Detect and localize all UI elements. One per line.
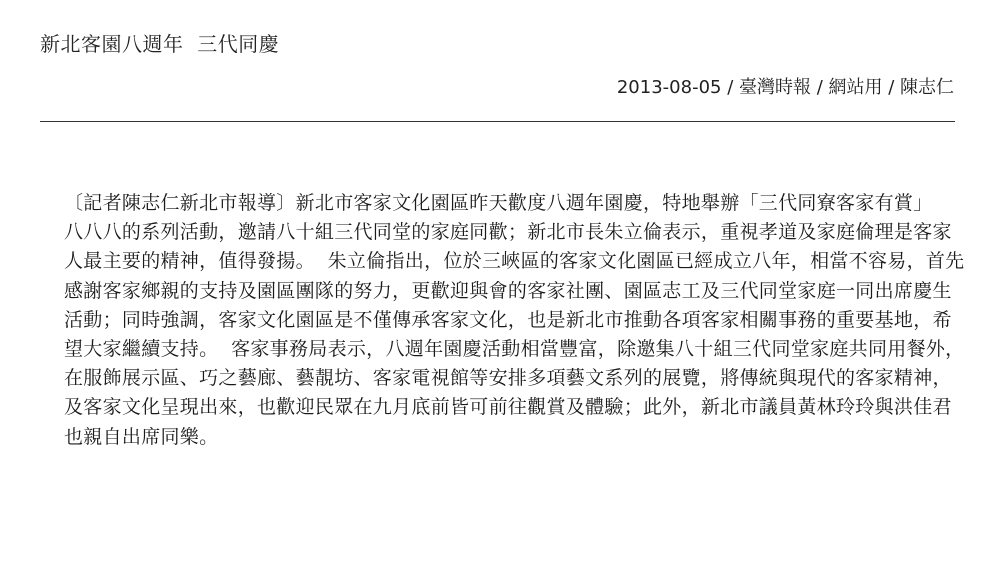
body-line: 〔記者陳志仁新北市報導〕新北市客家文化園區昨天歡度八週年園慶，特地舉辦「三代同寮客家有賞」 <box>64 192 933 214</box>
article-body <box>64 189 965 452</box>
body-line: 也親自出席同樂。 <box>64 425 219 448</box>
body-line: 人最主要的精神，值得發揚。 朱立倫指出，位於三峽區的客家文化園區已經成立八年，相當不容易，首先 <box>64 250 965 273</box>
body-line: 望大家繼續支持。 客家事務局表示，八週年園慶活動相當豐富，除邀集八十組三代同堂家庭共同用餐外， <box>64 337 965 360</box>
divider <box>40 121 955 122</box>
body-line: 感謝客家鄉親的支持及園區團隊的努力，更歡迎與會的客家社團、園區志工及三代同堂家庭一同出席慶生 <box>64 279 952 302</box>
body-line: 活動；同時強調，客家文化園區是不僅傳承客家文化，也是新北市推動各項客家相關事務的重要基地，希 <box>64 308 952 331</box>
article-byline: 2013-08-05 / 臺灣時報 / 網站用 / 陳志仁 <box>616 77 954 98</box>
article-title: 新北客園八週年 三代同慶 <box>40 32 280 56</box>
body-line: 及客家文化呈現出來，也歡迎民眾在九月底前皆可前往觀賞及體驗；此外，新北市議員黃林玲玲與洪佳君 <box>64 396 952 419</box>
body-line: 在服飾展示區、巧之藝廊、藝靚坊、客家電視館等安排多項藝文系列的展覽，將傳統與現代的客家精神， <box>64 367 952 390</box>
body-line: 八八八的系列活動，邀請八十組三代同堂的家庭同歡；新北市長朱立倫表示，重視孝道及家庭倫理是客家 <box>64 221 952 244</box>
